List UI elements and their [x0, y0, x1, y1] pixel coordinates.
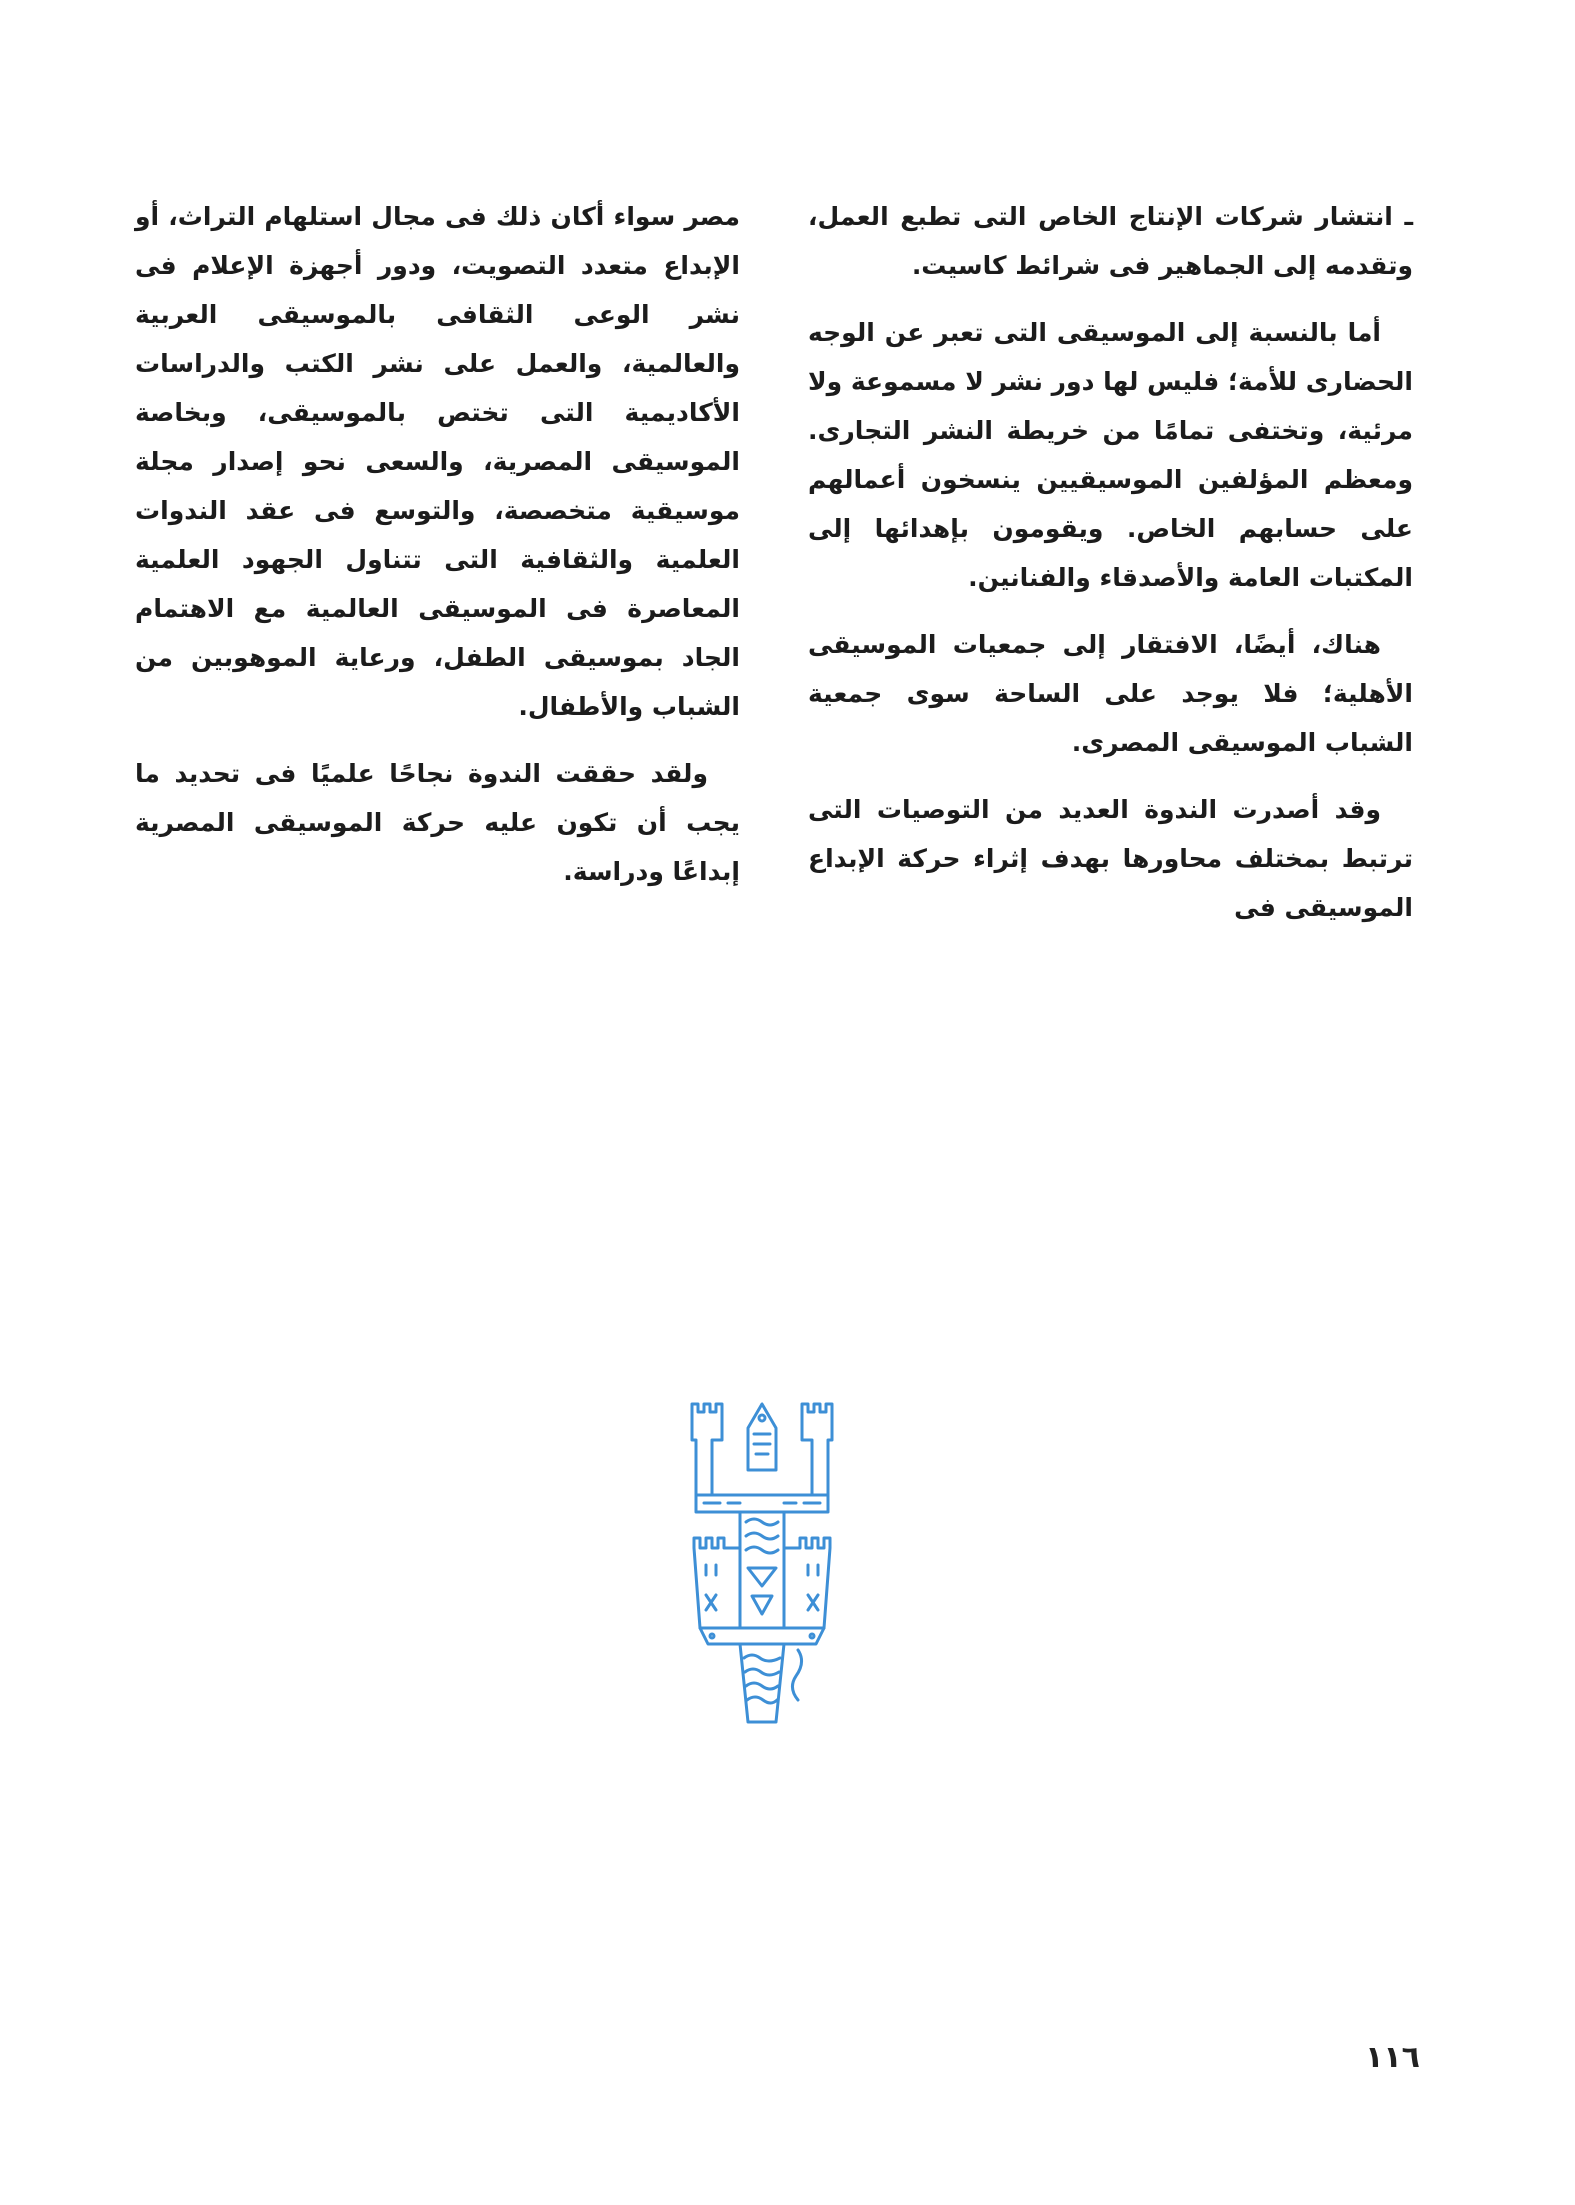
paragraph: هناك، أيضًا، الافتقار إلى جمعيات الموسيقى الأهلية؛ فلا يوجد على الساحة سوى جمعية الشباب الموسيقى المصرى. — [808, 630, 1413, 757]
left-column — [135, 192, 740, 914]
paragraph: ولقد حققت الندوة نجاحًا علميًا فى تحديد ما يجب أن تكون عليه حركة الموسيقى المصرية إبداعًا ودراسة. — [135, 759, 740, 886]
paragraph: وقد أصدرت الندوة العديد من التوصيات التى ترتبط بمختلف محاورها بهدف إثراء حركة الإبداع الموسيقى فى — [808, 795, 1413, 922]
page-number: ١١٦ — [1365, 2040, 1420, 2075]
paragraph: أما بالنسبة إلى الموسيقى التى تعبر عن الوجه الحضارى للأمة؛ فليس لها دور نشر لا مسموعة ولا مرئية، وتختفى تمامًا من خريطة النشر التجارى. ومعظم المؤلفين الموسيقيين ينسخون أعمالهم على حسابهم الخاص. ويقومون بإهدائها إلى المكتبات العامة والأصدقاء والفنانين. — [808, 318, 1413, 592]
paragraph: ـ انتشار شركات الإنتاج الخاص التى تطبع العمل، وتقدمه إلى الجماهير فى شرائط كاسيت. — [808, 202, 1413, 280]
paragraph: مصر سواء أكان ذلك فى مجال استلهام التراث، أو الإبداع متعدد التصويت، ودور أجهزة الإعلام فى نشر الوعى الثقافى بالموسيقى العربية والعالمية، والعمل على نشر الكتب والدراسات الأكاديمية التى تختص بالموسيقى، وبخاصة الموسيقى المصرية، والسعى نحو إصدار مجلة موسيقية متخصصة، والتوسع فى عقد الندوات العلمية والثقافية التى تتناول الجهود العلمية المعاصرة فى الموسيقى العالمية مع الاهتمام الجاد بموسيقى الطفل، ورعاية الموهوبين من الشباب والأطفال. — [135, 202, 740, 721]
right-column — [808, 192, 1413, 950]
castle-emblem-icon — [682, 1400, 842, 1730]
